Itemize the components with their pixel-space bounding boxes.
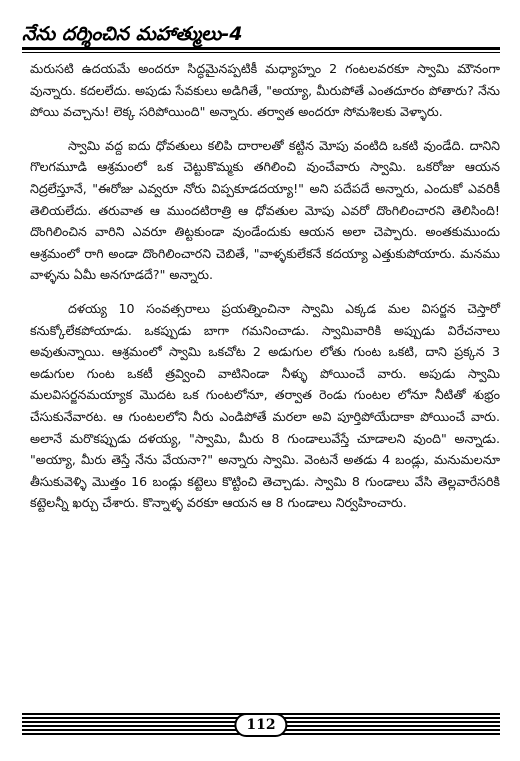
page-footer xyxy=(22,713,500,737)
header-rule xyxy=(22,47,500,50)
book-title: నేను దర్శించిన మహాత్ములు-4 xyxy=(22,23,243,45)
paragraph-1: మరుసటి ఉదయమే అందరూ సిద్ధమైనప్పటికీ మధ్యాహ్నం 2 గంటలవరకూ స్వామి మౌనంగా వున్నారు. కదలలేదు. అపుడు సేవకులు అడిగితే, "అయ్యా, మీరుపోతే ఎంతదూరం పోతారు? నేను పోయి వచ్చాను! లెక్క సరిపోయింది" అన్నారు. తర్వాత అందరూ సోమశిలకు వెళ్ళారు. xyxy=(30,61,500,120)
page-number: 112 xyxy=(234,713,287,737)
paragraph-2: స్వామి వద్ద ఐదు ధోవతులు కలిపి దారాలతో కట్టిన మోపు వంటిది ఒకటి వుండేది. దానిని గొలగమూడి ఆశ్రమంలో ఒక చెట్టుకొమ్మకు తగిలించి వుంచేవారు స్వామి. ఒకరోజు ఆయన నిద్రలేస్తూనే, "ఈరోజు ఎవ్వరూ నోరు విప్పకూడదయ్యా!" అని పదేపదే అన్నారు, ఎందుకో ఎవరికీ తెలియలేదు. తరువాత ఆ ముందటిరాత్రి ఆ ధోవతుల మోపు ఎవరో దొంగిలించారని తెలిసింది! దొంగిలించిన వారిని ఎవరూ తిట్టకుండా వుండేందుకు ఆయన అలా చెప్పారు. అంతకుముందు ఆశ్రమంలో రాగి అండా దొంగిలించారని చెబితే, "వాళ్ళకులేకనే కదయ్యా ఎత్తుకుపోయారు. మనము వాళ్ళను ఏమీ అనగూడదే?" అన్నారు. xyxy=(30,137,500,283)
header-rule-thin xyxy=(22,52,500,53)
page-body xyxy=(30,58,500,514)
paragraph-3: దళయ్య 10 సంవత్సరాలు ప్రయత్నించినా స్వామి ఎక్కడ మల విసర్జన చెస్తారో కనుక్కోలేకపోయాడు. ఒకప్పుడు బాగా గమనించాడు. స్వామివారికి అప్పుడు విరేచనాలు అవుతున్నాయి. ఆశ్రమంలో స్వామి ఒకచోట 2 అడుగుల లోతు గుంట ఒకటి, దాని ప్రక్కన 3 అడుగుల గుంట ఒకటీ త్రవ్వించి వాటినిండా నీళ్ళు పోయించే వారు. అపుడు స్వామి మలవిసర్జనమయ్యాక మొదట ఒక గుంటలోనూ, తర్వాత రెండు గుంటల లోనూ నీటితో శుభ్రం చేసుకునేవారట. ఆ గుంటలలోని నీరు ఎండిపోతే మరలా అవి పూర్తిపోయేదాకా పోయించే వారు. అలానే మరొకప్పుడు దళయ్య, "స్వామి, మీరు 8 గుండాలువేస్తే చూడాలని వుంది" అన్నాడు. "అయ్యా, మీరు తెస్తే నేను వేయనా?" అన్నారు స్వామి. వెంటనే అతడు 4 బండ్లు, మనుమలనూ తీసుకువెళ్ళి మొత్తం 16 బండ్లు కట్టెలు కొట్టించి తెచ్చాడు. స్వామి 8 గుండాలు వేసి తెల్లవారేసరికి కట్టెలన్నీ ఖర్చు చేశారు. కొన్నాళ్ళ వరకూ ఆయన ఆ 8 గుండాలు నిర్వహించారు. xyxy=(30,300,500,511)
running-header xyxy=(22,16,500,46)
